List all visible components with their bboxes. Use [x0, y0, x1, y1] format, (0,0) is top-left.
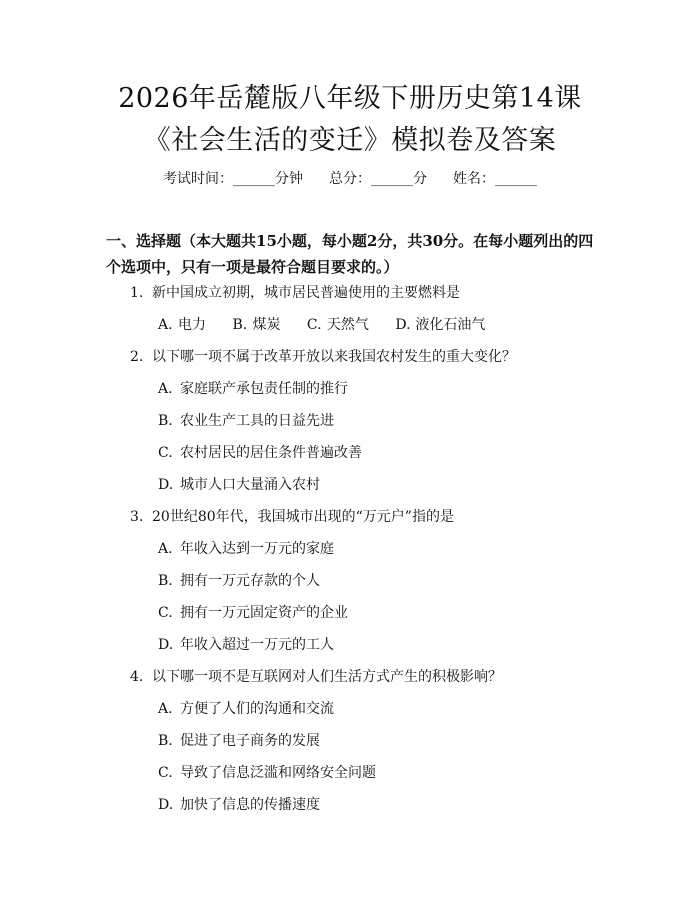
option-letter: D. [158, 637, 174, 653]
exam-time-label: 考试时间：______分钟 [163, 171, 303, 187]
option-letter: D. [158, 477, 174, 493]
option-text: 加快了信息的传播速度 [180, 797, 320, 813]
option-c [158, 442, 362, 462]
question-text: 以下哪一项不属于改革开放以来我国农村发生的重大变化？ [152, 349, 516, 365]
option-text: 方便了人们的沟通和交流 [180, 701, 334, 717]
question-number: 3. [130, 509, 144, 525]
option-letter: A. [158, 317, 173, 333]
option-text: 液化石油气 [415, 317, 486, 333]
option-text: 年收入超过一万元的工人 [180, 637, 334, 653]
option-c [158, 762, 376, 782]
question-text: 20世纪80年代，我国城市出现的“万元户”指的是 [152, 509, 454, 525]
exam-score-label: 总分：______分 [329, 171, 427, 187]
option-letter: B. [158, 413, 173, 429]
option-letter: A. [158, 381, 173, 397]
option-b [232, 314, 280, 334]
question-number: 1. [130, 285, 144, 301]
option-letter: D. [158, 797, 174, 813]
option-text: 导致了信息泛滥和网络安全问题 [180, 765, 376, 781]
option-text: 农业生产工具的日益先进 [180, 413, 334, 429]
section-heading: 一、选择题（本大题共15小题，每小题2分，共30分。在每小题列出的四个选项中，只有一项是最符合题目要求的。） [106, 232, 594, 276]
option-text: 拥有一万元存款的个人 [180, 573, 320, 589]
option-a [158, 314, 206, 334]
question-number: 4. [130, 669, 144, 685]
question-2 [130, 346, 516, 366]
option-text: 农村居民的居住条件普遍改善 [180, 445, 362, 461]
option-letter: C. [158, 445, 173, 461]
option-text: 促进了电子商务的发展 [180, 733, 320, 749]
question-1-options [158, 314, 507, 334]
exam-name-label: 姓名：______ [453, 171, 537, 187]
option-d [158, 634, 334, 654]
option-b [158, 730, 320, 750]
question-number: 2. [130, 349, 144, 365]
option-letter: D. [395, 317, 411, 333]
option-b [158, 570, 320, 590]
question-4 [130, 666, 502, 686]
option-text: 电力 [178, 317, 206, 333]
option-a [158, 538, 334, 558]
option-letter: B. [232, 317, 248, 333]
option-letter: B. [158, 573, 173, 589]
option-text: 年收入达到一万元的家庭 [180, 541, 334, 557]
option-text: 天然气 [326, 317, 369, 333]
option-b [158, 410, 334, 430]
option-letter: B. [158, 733, 173, 749]
option-d [158, 794, 320, 814]
page-title: 2026年岳麓版八年级下册历史第14课《社会生活的变迁》模拟卷及答案 [118, 83, 582, 156]
option-c [158, 602, 348, 622]
option-text: 城市人口大量涌入农村 [180, 477, 320, 493]
question-text: 以下哪一项不是互联网对人们生活方式产生的积极影响？ [152, 669, 502, 685]
option-a [158, 378, 348, 398]
option-d [395, 314, 485, 334]
option-d [158, 474, 320, 494]
question-text: 新中国成立初期，城市居民普遍使用的主要燃料是 [152, 285, 460, 301]
option-letter: C. [158, 765, 173, 781]
exam-info [0, 168, 700, 188]
option-text: 家庭联产承包责任制的推行 [180, 381, 348, 397]
option-text: 煤炭 [252, 317, 281, 333]
option-text: 拥有一万元固定资产的企业 [180, 605, 348, 621]
option-letter: A. [158, 701, 173, 717]
question-3 [130, 506, 454, 526]
option-letter: C. [158, 605, 173, 621]
option-c [307, 314, 369, 334]
option-letter: C. [306, 317, 322, 333]
option-letter: A. [158, 541, 173, 557]
question-1 [130, 282, 460, 302]
option-a [158, 698, 334, 718]
